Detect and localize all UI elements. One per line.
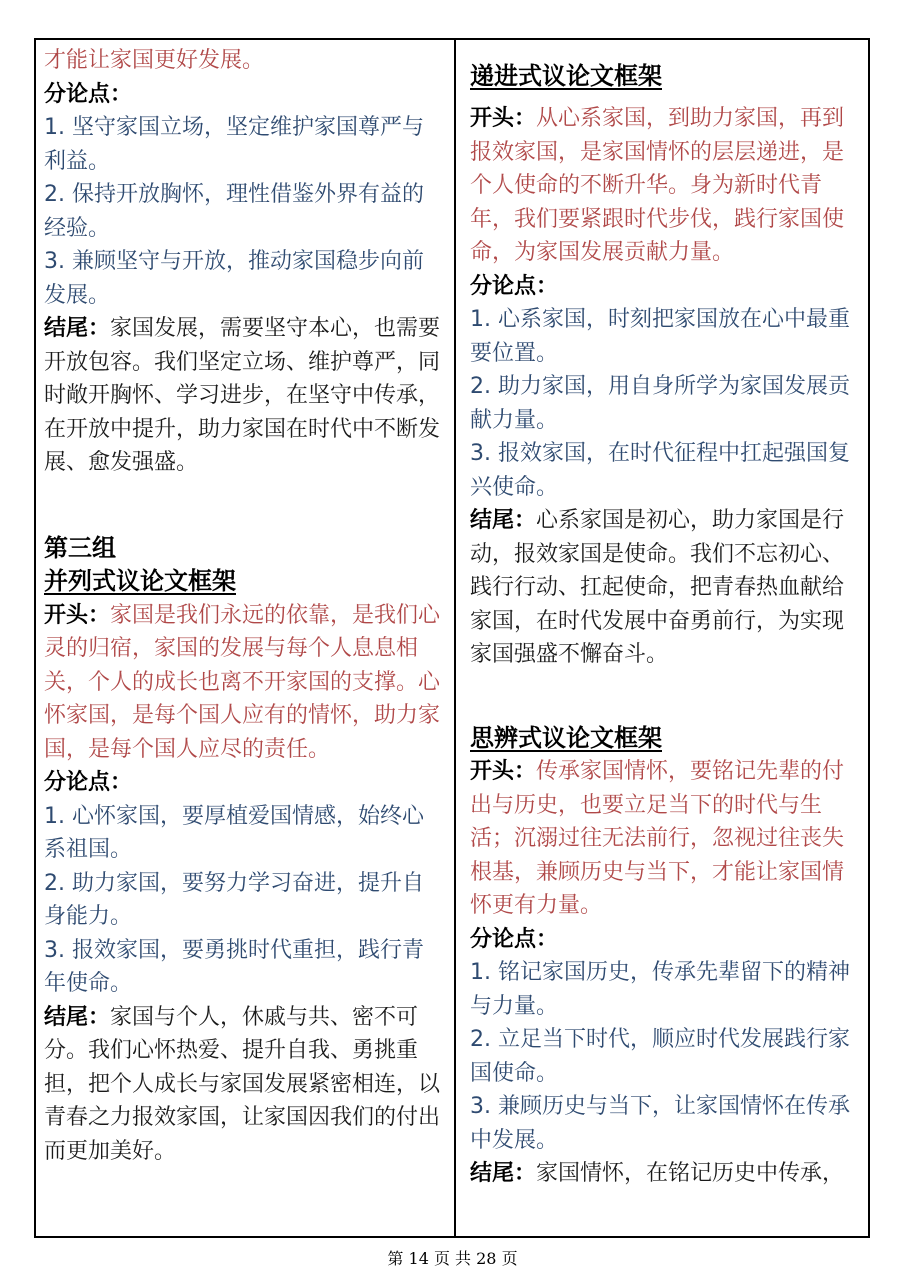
opening-text: 家国是我们永远的依靠，是我们心灵的归宿，家国的发展与每个人息息相关，个人的成长也离不开家国的支撑。心怀家国，是每个国人应有的情怀，助力家国，是每个国人应尽的责任。 (44, 602, 441, 762)
left-column (44, 44, 442, 1168)
points-label: 分论点： (470, 273, 559, 299)
point-item: 1. 心怀家国，要厚植爱国情感，始终心系祖国。 (44, 803, 424, 862)
point-item: 2. 助力家国，用自身所学为家国发展贡献力量。 (470, 374, 850, 433)
ending-paragraph (44, 1001, 442, 1169)
ending-text: 家国情怀，在铭记历史中传承， (536, 1161, 845, 1186)
point-item: 3. 报效家国，要勇挑时代重担，践行青年使命。 (44, 937, 424, 996)
continuation-text: 才能让家国更好发展。 (44, 48, 265, 73)
page-number: 第 14 页 共 28 页 (387, 1249, 518, 1268)
ending-paragraph (470, 504, 865, 672)
point-item: 1. 坚守家国立场，坚定维护家国尊严与利益。 (44, 115, 424, 174)
point-item: 2. 立足当下时代，顺应时代发展践行家国使命。 (470, 1027, 850, 1086)
point-item: 2. 助力家国，要努力学习奋进，提升自身能力。 (44, 870, 424, 929)
points-label: 分论点： (44, 770, 133, 795)
points-label: 分论点： (470, 926, 559, 952)
ending-label: 结尾： (44, 316, 111, 341)
opening-text: 从心系家国，到助力家国，再到报效家国，是家国情怀的层层递进，是个人使命的不断升华。身为新时代青年，我们要紧跟时代步伐，践行家国使命，为家国发展贡献力量。 (470, 106, 845, 265)
column-divider (454, 38, 456, 1238)
points-label: 分论点： (44, 81, 133, 107)
opening-label: 开头： (44, 602, 111, 628)
ending-paragraph (44, 312, 442, 480)
point-item: 1. 铭记家国历史，传承先辈留下的精神与力量。 (470, 960, 850, 1019)
opening-label: 开头： (470, 759, 537, 784)
point-item: 3. 兼顾坚守与开放，推动家国稳步向前发展。 (44, 249, 424, 308)
right-column (470, 44, 865, 1191)
opening-paragraph (470, 755, 865, 923)
section-title: 思辨式议论文框架 (470, 723, 662, 752)
point-item: 1. 心系家国，时刻把家国放在心中最重要位置。 (470, 307, 850, 366)
ending-text: 家国发展，需要坚守本心，也需要开放包容。我们坚定立场、维护尊严，同时敞开胸怀、学习进步，在坚守中传承，在开放中提升，助力家国在时代中不断发展、愈发强盛。 (44, 316, 441, 475)
group-title: 第三组 (44, 533, 116, 562)
point-item: 2. 保持开放胸怀，理性借鉴外界有益的经验。 (44, 182, 424, 241)
opening-text: 传承家国情怀，要铭记先辈的付出与历史，也要立足当下的时代与生活；沉溺过往无法前行，忽视过往丧失根基，兼顾历史与当下，才能让家国情怀更有力量。 (470, 759, 845, 918)
section-title: 并列式议论文框架 (44, 567, 236, 595)
ending-label: 结尾： (44, 1004, 111, 1030)
point-item: 3. 报效家国，在时代征程中扛起强国复兴使命。 (470, 441, 850, 500)
opening-paragraph (44, 599, 442, 767)
ending-label: 结尾： (470, 1161, 537, 1186)
point-item: 3. 兼顾历史与当下，让家国情怀在传承中发展。 (470, 1094, 850, 1153)
ending-paragraph (470, 1157, 865, 1191)
section-title: 递进式议论文框架 (470, 62, 662, 91)
ending-label: 结尾： (470, 508, 537, 533)
ending-text: 心系家国是初心，助力家国是行动，报效家国是使命。我们不忘初心、践行行动、扛起使命，把青春热血献给家国，在时代发展中奋勇前行，为实现家国强盛不懈奋斗。 (470, 508, 845, 667)
opening-paragraph (470, 102, 865, 270)
opening-label: 开头： (470, 106, 537, 131)
ending-text: 家国与个人，休戚与共、密不可分。我们心怀热爱、提升自我、勇挑重担，把个人成长与家国发展紧密相连，以青春之力报效家国，让家国因我们的付出而更加美好。 (44, 1004, 441, 1164)
